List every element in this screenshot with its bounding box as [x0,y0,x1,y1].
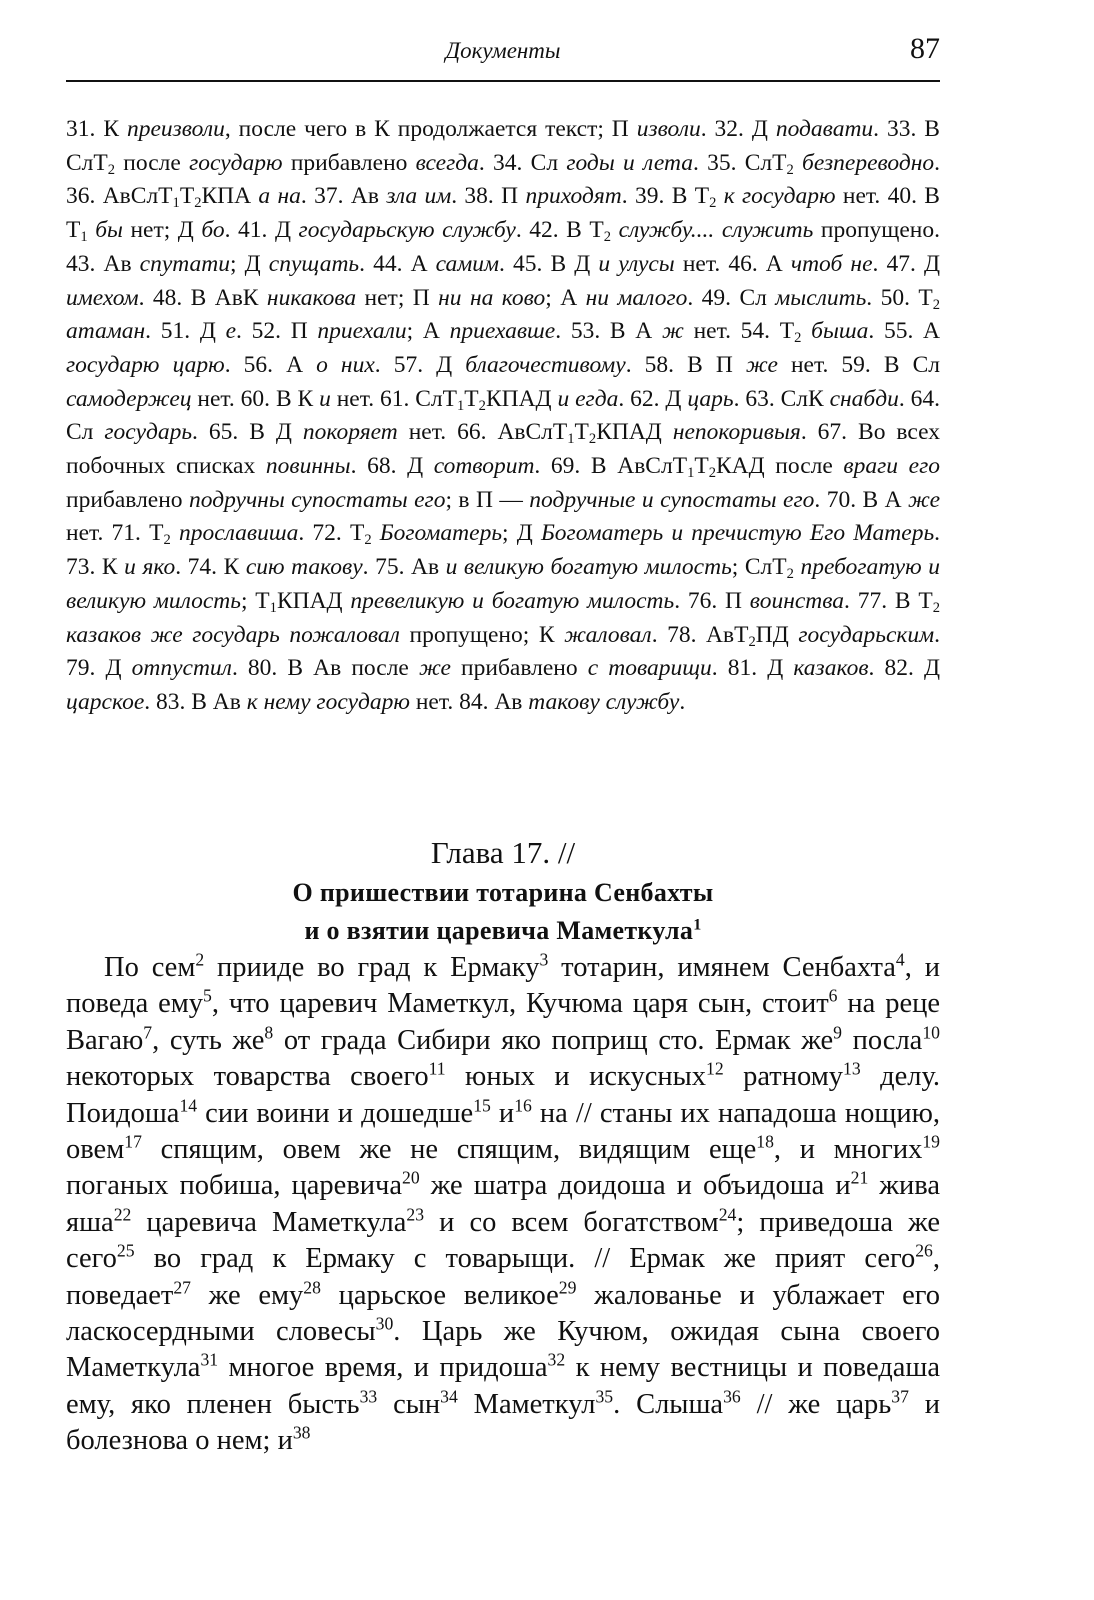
running-title: Документы [445,38,561,63]
chapter-title [66,874,940,950]
textual-variants-notes: 31. К преизволи, после чего в К продолжается текст; П изволи. 32. Д подавати. 33. В СлТ$_2$ после государю прибавлено всегда. 34. Сл годы и лета. 35. СлТ$_2$ безпереводно. 36. $АвСлТ_1Т_2КПА$ а на. 37. Ав зла им. 38. П приходят. 39. В $Т_2$ к государю нет. 40. В $Т_1$ бы нет; Д бо. 41. Д государьскую службу. 42. В $Т_2$ службу.... служить пропущено. 43. Ав спутати; Д спущать. 44. А самим. 45. В Д и улусы нет. 46. А чтоб не. 47. Д имехом. 48. В АвК никакова нет; П ни на ково; А ни малого. 49. Сл мыслить. 50. $Т_2$ атаман. 51. Д е. 52. П приехали; А приехавше. 53. В А ж нет. 54. $Т_2$ быша. 55. А государю царю. 56. А о них. 57. Д благочестивому. 58. В П же нет. 59. В Сл самодержец нет. 60. В К и нет. 61. $СлТ_1Т_2КПАД$ и егда. 62. Д царь. 63. СлК снабди. 64. Сл государь. 65. В Д покоряет нет. 66. $АвСлТ_1Т_2КПАД$ непокоривыя. 67. Во всех побочных списках повинны. 68. Д сотворит. 69. В $АвСлТ_1Т_2КАД$ после враги его прибавлено подручны супостаты его; в П — подручные и супостаты его. 70. В А же нет. 71. $Т_2$ прославиша. 72. $Т_2$ Богоматерь; Д Богоматерь и пречистую Его Матерь. 73. К и яко. 74. К сию такову. 75. Ав и великую богатую милость; СлТ$_2$ пребогатую и великую милость; $Т_1КПАД$ превеликую и богатую милость. 76. П воинства. 77. В $Т_2$ казаков же государь пожаловал пропущено; К жаловал. 78. АвТ$_2$ПД государьским. 79. Д отпустил. 80. В Ав после же прибавлено с товарищи. 81. Д казаков. 82. Д царское. 83. В Ав к нему государю нет. 84. Ав такову службу. [66,116,941,715]
chapter-title-line-1: О пришествии тотарина Сенбахты [292,878,714,907]
chapter-body-text: По сем$^2$ прииде во град к Ермаку$^3$ тотарин, имянем Сенбахта$^4$, и поведа ему$^5$, что царевич Маметкул, Кучюма царя сын, стоит$^6$ на реце Вагаю$^7$, суть $же^8$ от града Сибири яко поприщ сто. Ермак $же^9$ посла$^{10}$ некоторых товарства своего$^{11}$ юных и искусных$^{12}$ ратному$^{13}$ делу. Поидоша$^{14}$ сии воини и дошедше$^{15}$ $и^{16}$ на // станы их нападоша нощию, овем$^{17}$ спящим, овем же не спящим, видящим еще$^{18}$, и многих$^{19}$ поганых побиша, царевича$^{20}$ же шатра доидоша и объидоша $и^{21}$ жива яша$^{22}$ царевича Маметкула$^{23}$ и со всем богатством$^{24}$; приведоша же сего$^{25}$ во град к Ермаку с товарыщи. // Ермак же прият сего$^{26}$, поведает$^{27}$ же ему$^{28}$ царьское великое$^{29}$ жалованье и ублажает его ласкосердными словесы$^{30}$. Царь же Кучюм, ожидая сына своего Маметкула$^{31}$ многое время, и придоша$^{32}$ к нему вестницы и поведаша ему, яко пленен бысть$^{33}$ сын$^{34}$ Маметкул$^{35}$. Слыша$^{36}$ // же царь$^{37}$ и болезнова о нем; $и^{38}$ [66,949,940,1457]
chapter-title-footnote-ref: 1 [693,916,702,934]
page-number: 87 [910,32,940,65]
chapter-title-line-2-text: и о взятии царевича Маметкула [304,916,694,945]
page-header [66,30,940,82]
chapter-label: Глава 17. // [430,835,576,870]
chapter-title-line-2 [66,912,940,950]
